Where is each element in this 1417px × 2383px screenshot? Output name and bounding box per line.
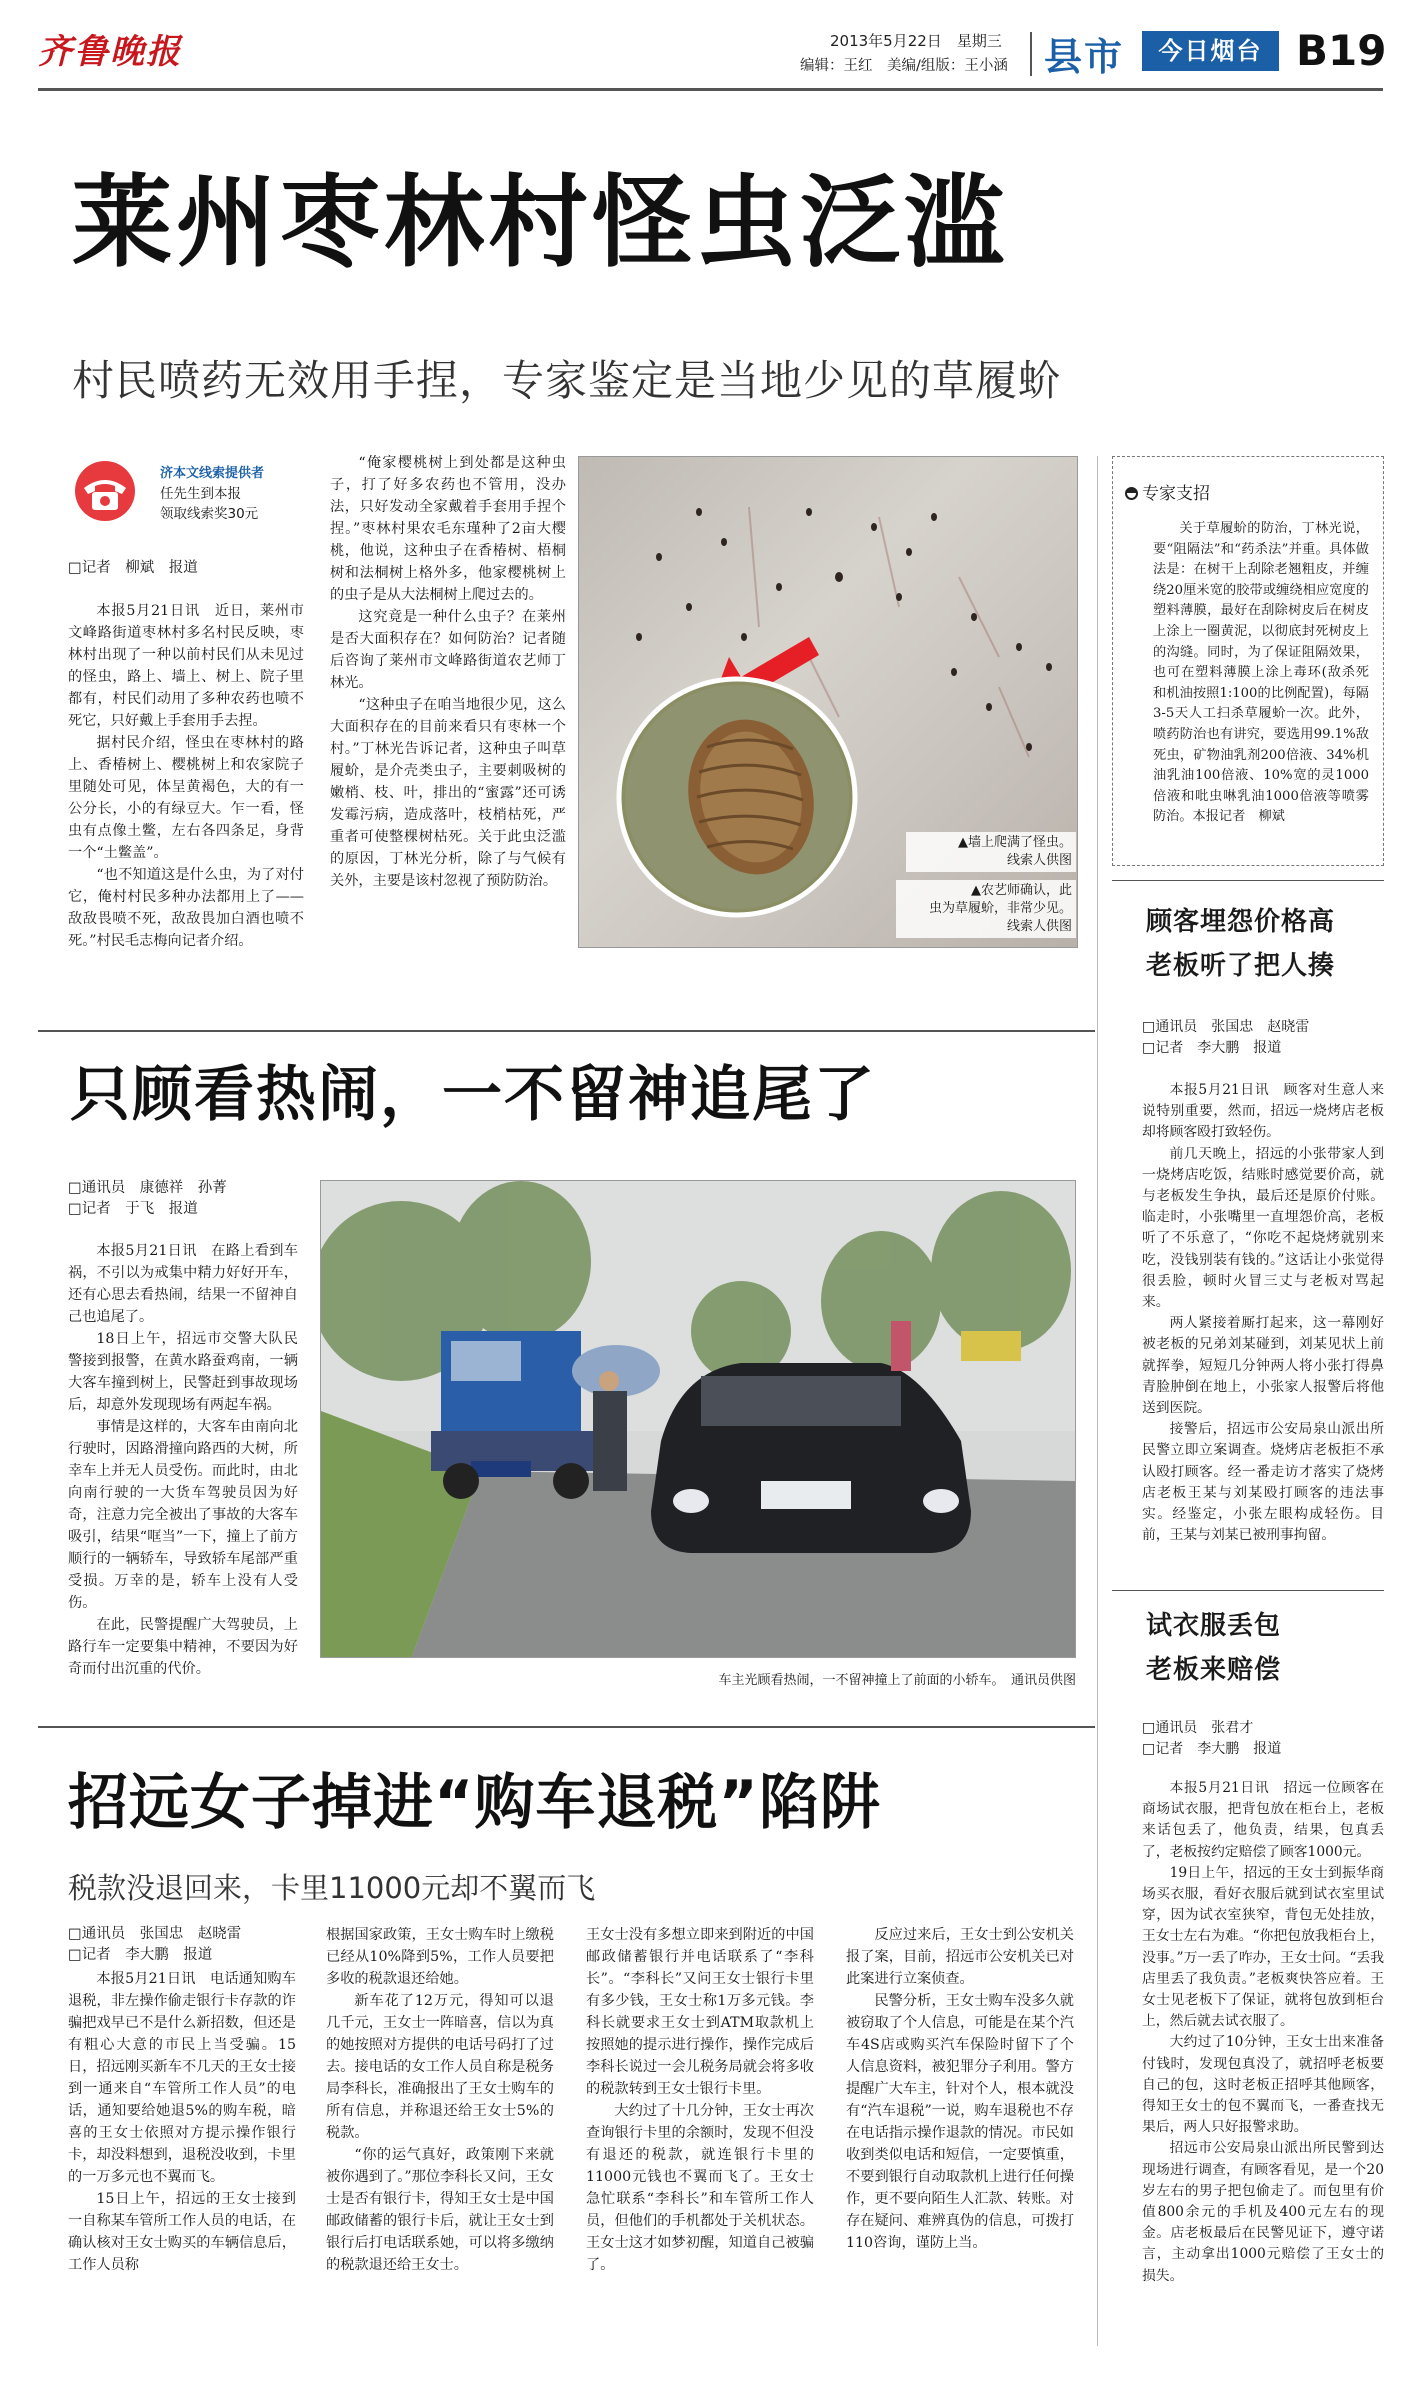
subheadline-5: 税款没退回来，卡里11000元却不翼而飞 [68,1871,596,1905]
byline-1: □记者 柳斌 报道 [68,560,198,576]
headline-tax-scam: 招远女子掉进“购车退税”陷阱 [68,1768,881,1838]
masthead-rule [38,88,1383,91]
a4-p4: 招远市公安局泉山派出所民警到达现场进行调查，有顾客看见，是一个20岁左右的男子把包偷走了。而包里有价值800余元的手机及400元左右的现金。店老板最后在民警见证下，遵守诺言，主动拿出1000元赔偿了王女士的损失。 [1142,2140,1384,2284]
cap1-line1: ▲墙上爬满了怪虫。 [958,835,1072,850]
a4-p1: 本报5月21日讯 招远一位顾客在商场试衣服，把背包放在柜台上，老板来话包丢了，他负责，结果，包真丢了，老板按约定赔偿了顾客1000元。 [1142,1780,1384,1860]
editor-credits: 编辑：王红 美编/组版：王小涵 [800,58,1008,74]
byline-5: □通讯员 张国忠 赵晓雷 □记者 李大鹏 报道 [68,1926,242,1963]
a5-p6: 王女士没有多想立即来到附近的中国邮政储蓄银行并电话联系了“李科长”。“李科长”又问王女士银行卡里有多少钱，王女士称1万多元钱。李科长就要求王女士到ATM取款机上按照她的提示进行操作，操作完成后李科长说过一会儿税务局就会将多收的税款转到王女士银行卡里。 [586,1927,814,2097]
headline-bag: 试衣服丢包 老板来赔偿 [1146,1611,1282,1685]
a1-p3: “也不知道这是什么虫，为了对付它，俺村村民多种办法都用上了——敌敌畏喷不死，敌敌畏加白酒也喷不死。”村民毛志梅向记者介绍。 [68,867,304,949]
edition-badge: 今日烟台 [1142,31,1279,71]
tip-box [70,458,322,526]
a5-p9: 民警分析，王女士购车没多久就被窃取了个人信息，可能是在某个汽车4S店或购买汽车保险时留下了个人信息资料，被犯罪分子利用。警方提醒广大车主，针对个人，根本就没有“汽车退税”一说，购车退税也不存在电话指示操作退款的情况。市民如收到类似电话和短信，一定要慎重，不要到银行自动取款机上进行任何操作，更不要向陌生人汇款、转账。对存在疑问、难辨真伪的信息，可拨打110咨询，谨防上当。 [846,1993,1074,2251]
headline-rear-end: 只顾看热闹，一不留神追尾了 [70,1060,876,1130]
expert-icon [1125,487,1138,500]
a4-body [1142,1778,1384,2287]
a3-p3: 两人紧接着厮打起来，这一幕刚好被老板的兄弟刘某碰到，刘某见状上前就挥拳，短短几分钟两人将小张打得鼻青脸肿倒在地上，小张家人报警后将他送到医院。 [1142,1315,1384,1417]
a5-p4: 新车花了12万元，得知可以退几千元，王女士一阵暗喜，信以为真的她按照对方提供的电话号码打了过去。接电话的女工作人员自称是税务局李科长，准确报出了王女士购车的所有信息，并称退还给王女士5%的税款。 [326,1993,554,2141]
expert-body: 关于草履蚧的防治，丁林光说，要“阻隔法”和“药杀法”并重。具体做法是：在树干上刮除老翘粗皮，并缠绕20厘米宽的胶带或缠绕相应宽度的塑料薄膜，最好在刮除树皮后在树皮上涂上一圈黄泥，以彻底封死树皮上的沟缝。同时，为了保证阻隔效果，也可在塑料薄膜上涂上毒环(敌杀死和机油按照1:100的比例配置)，每隔3-5天人工扫杀草履蚧一次。此外，喷药防治也有讲究，要选用99.1%敌死虫，矿物油乳剂200倍液、34%机油乳油100倍液、10%宽的灵1000倍液和吡虫啉乳油1000倍液等喷雾防治。本报记者 柳斌 [1153,521,1369,825]
a2-body [68,1240,298,1680]
cap2-line1: ▲农艺师确认，此 [971,883,1072,898]
issue-date [830,30,1002,51]
a5-p3: 根据国家政策，王女士购车时上缴税已经从10%降到5%，工作人员要把多收的税款退还给她。 [326,1927,554,1987]
a5-p2: 15日上午，招远的王女士接到一自称某车管所工作人员的电话，在确认核对王女士购买的车辆信息后，工作人员称 [68,2191,296,2273]
a3-p2: 前几天晚上，招远的小张带家人到一烧烤店吃饭，结账时感觉要价高，就与老板发生争执，最后还是原价付账。临走时，小张嘴里一直埋怨价高，老板听了不乐意了，“你吃不起烧烤就别来吃，没钱别装有钱的。”这话让小张觉得很丢脸，顿时火冒三丈与老板对骂起来。 [1142,1145,1384,1311]
right-col-rule-2 [1112,1590,1384,1591]
date-text: 2013年5月22日 [830,32,942,50]
a1-p1: 本报5月21日讯 近日，莱州市文峰路街道枣林村多名村民反映，枣林村出现了一种以前村民们从未见过的怪虫，路上、墙上、树上、院子里都有，村民们动用了多种农药也喷不死它，只好戴上手套用手去捏。 [68,603,304,729]
a5-p1: 本报5月21日讯 电话通知购车退税，非左操作偷走银行卡存款的诈骗把戏早已不是什么新招数，但还是有粗心大意的市民上当受骗。15日，招远刚买新车不几天的王女士接到一通来自“车管所工作人员”的电话，通知要给她退5%的购车税，暗喜的王女士依照对方提示操作银行卡，却没料想到，退税没收到，卡里的一万多元也不翼而飞。 [68,1971,296,2185]
tip-line-1: 任先生到本报 [160,486,241,502]
headline-bbq: 顾客埋怨价格高 老板听了把人揍 [1146,907,1336,981]
a5-p5: “你的运气真好，政策刚下来就被你遇到了。”那位李科长又问，王女士是否有银行卡，得知王女士是中国邮政储蓄的银行卡后，就让王女士到银行后打电话联系她，可以将多缴纳的税款退还给王女士。 [326,2147,554,2273]
a4-p2: 19日上午，招远的王女士到振华商场买衣服，看好衣服后就到试衣室里试穿，因为试衣室狭窄，背包无处挂放，王女士左右为难。“你把包放我柜台上，没事。”万一丢了咋办，王女士问。“丢我店里丢了我负责。”老板爽快答应着。王女士见老板下了保证，就将包放到柜台上，然后就去试衣服了。 [1142,1864,1384,2030]
a2-p4: 在此，民警提醒广大驾驶员，上路行车一定要集中精神，不要因为好奇而付出沉重的代价。 [68,1617,298,1677]
a4-p3: 大约过了10分钟，王女士出来准备付钱时，发现包真没了，就招呼老板要自己的包，这时老板正招呼其他顾客，得知王女士的包不翼而飞，一番查找无果后，两人只好报警求助。 [1142,2034,1384,2136]
photo-caption-accident: 车主光顾看热闹，一不留神撞上了前面的小轿车。 通讯员供图 [718,1673,1076,1688]
a2-p3: 事情是这样的，大客车由南向北行驶时，因路滑撞向路西的大树，所幸车上并无人员受伤。而此时，由北向南行驶的一大货车驾驶员因为好奇，注意力完全被出了事故的大客车吸引，结果“哐当”一下，撞上了前方顺行的一辆轿车，导致轿车尾部严重受损。万幸的是，轿车上没有人受伤。 [68,1419,298,1611]
page-number: B19 [1296,26,1387,75]
masthead-divider [1030,32,1032,76]
a1-p6: “这种虫子在咱当地很少见，这么大面积存在的目前来看只有枣林一个村。”丁林光告诉记者，这种虫子叫草履蚧，是介壳类虫子，主要刺吸树的嫩梢、枝、叶，排出的“蜜露”还可诱发霉污病，造成落叶，枝梢枯死，严重者可使整棵树枯死。关于此虫泛滥的原因，丁林光分析，除了与气候有关外，主要是该村忽视了预防防治。 [330,697,566,889]
a1-p5: 这究竟是一种什么虫子？在莱州是否大面积存在？如何防治？记者随后咨询了莱州市文峰路街道农艺师丁林光。 [330,609,566,691]
a3-body [1142,1080,1384,1546]
divider-a1 [38,1030,1095,1032]
a1-col1 [68,600,304,952]
photo-caption-1 [906,832,1076,872]
byline-4: □通讯员 张君才 □记者 李大鹏 报道 [1142,1720,1282,1757]
a2-p2: 18日上午，招远市交警大队民警接到报警，在黄水路蚕鸡南，一辆大客车撞到树上，民警赶到事故现场后，却意外发现现场有两起车祸。 [68,1331,298,1413]
a5-col1 [68,1968,296,2276]
cap2-line2: 虫为草履蚧，非常少见。 [928,901,1072,916]
right-col-separator [1097,456,1098,2346]
a3-p1: 本报5月21日讯 顾客对生意人来说特别重要，然而，招远一烧烤店老板却将顾客殴打致轻伤。 [1142,1082,1384,1141]
cap2-line3: 线索人供图 [1006,919,1072,934]
expert-box [1112,456,1384,866]
a5-p7: 大约过了十几分钟，王女士再次查询银行卡里的余额时，发现不但没有退还的税款，就连银行卡里的11000元钱也不翼而飞了。王女士急忙联系“李科长”和车管所工作人员，但他们的手机都处于关机状态。王女士这才如梦初醒，知道自己被骗了。 [586,2103,814,2273]
a5-col3 [586,1924,814,2276]
byline-2: □通讯员 康德祥 孙菁 □记者 于飞 报道 [68,1180,227,1217]
a5-p8: 反应过来后，王女士到公安机关报了案，目前，招远市公安机关已对此案进行立案侦查。 [846,1927,1074,1987]
a2-p1: 本报5月21日讯 在路上看到车祸，不引以为戒集中精力好好开车，还有心思去看热闹，结果一不留神自己也追尾了。 [68,1243,298,1325]
a5-col4 [846,1924,1074,2254]
phone-icon [70,458,140,524]
expert-title [1125,479,1210,504]
photo-caption-2 [896,880,1076,938]
a1-p2: 据村民介绍，怪虫在枣林村的路上、香椿树上、樱桃树上和农家院子里随处可见，体呈黄褐色，大的有一公分长，小的有绿豆大。乍一看，怪虫有点像土鳖，左右各四条足，身背一个“土鳖盖”。 [68,735,304,861]
byline-3: □通讯员 张国忠 赵晓雷 □记者 李大鹏 报道 [1142,1019,1310,1056]
a5-col2 [326,1924,554,2276]
headline-main: 莱州枣林村怪虫泛滥 [72,164,1008,281]
expert-title-text: 专家支招 [1142,484,1210,504]
tip-line-2: 领取线索奖30元 [160,506,259,522]
a3-p4: 接警后，招远市公安局泉山派出所民警立即立案调查。烧烤店老板拒不承认殴打顾客。经一番走访才落实了烧烤店老板王某与刘某殴打顾客的违法事实。经鉴定，小张左眼构成轻伤。目前，王某与刘某已被刑事拘留。 [1142,1421,1384,1544]
tip-title: 济本文线索提供者 [160,466,265,481]
photo-accident [320,1180,1076,1658]
newspaper-logo: 齐鲁晚报 [38,32,182,72]
divider-a2 [38,1726,1095,1728]
photo-wall-insects [578,456,1078,948]
weekday-text: 星期三 [956,32,1002,50]
cap1-line2: 线索人供图 [1006,853,1072,868]
right-col-rule-1 [1112,880,1384,881]
a1-p4: “俺家樱桃树上到处都是这种虫子，打了好多农药也不管用，没办法，只好发动全家戴着手套用手捏个捏。”枣林村果农毛东瑾种了2亩大樱桃，他说，这种虫子在香椿树、梧桐树和法桐树上格外多，他家樱桃树上的虫子是从大法桐树上爬过去的。 [330,455,566,603]
a1-col2 [330,452,566,892]
subheadline-1: 村民喷药无效用手捏，专家鉴定是当地少见的草履蚧 [72,356,1062,405]
section-name: 县市 [1044,35,1125,79]
